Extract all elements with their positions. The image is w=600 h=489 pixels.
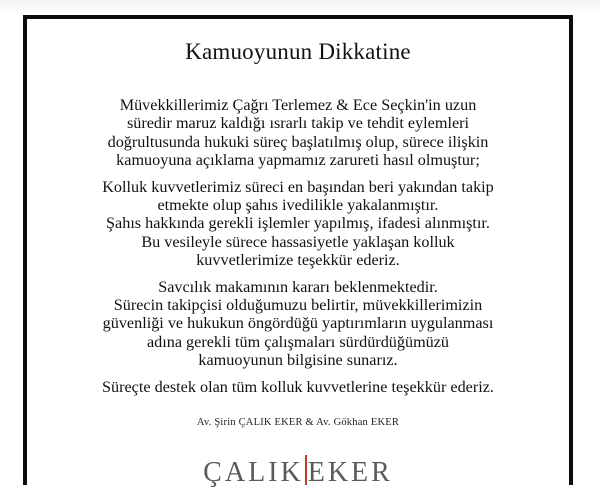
paragraph-line: Kolluk kuvvetlerimiz süreci en başından beri yakından takip xyxy=(102,177,494,196)
logo-text-left: ÇALIK xyxy=(203,457,304,488)
paragraph-4 xyxy=(27,378,569,396)
paragraph-line: süredir maruz kaldığı ısrarlı takip ve tehdit eylemleri xyxy=(126,114,470,133)
paragraph-line: Bu vesileyle sürece hassasiyetle yaklaşan kolluk xyxy=(141,232,455,251)
notice-title: Kamuoyunun Dikkatine xyxy=(185,39,411,64)
paragraph-1 xyxy=(27,96,569,170)
paragraph-3 xyxy=(27,278,569,370)
logo-divider xyxy=(305,455,307,485)
signature: Av. Şirin ÇALIK EKER & Av. Gökhan EKER xyxy=(196,417,400,428)
paragraph-line: Şahıs hakkında gerekli işlemler yapılmış, ifadesi alınmıştır. xyxy=(106,214,490,233)
firm-logo xyxy=(27,455,569,489)
paragraph-line: güvenliği ve hukukun öngördüğü yaptırımların uygulanması xyxy=(102,314,494,333)
paragraph-line: etmekte olup şahıs ivedilikle yakalanmıştır. xyxy=(157,196,439,215)
logo-text-right: EKER xyxy=(307,457,393,488)
paragraph-line: kamuoyunun bilgisine sunarız. xyxy=(198,351,398,370)
page-top-strip xyxy=(0,0,600,14)
paragraph-line: Savcılık makamının kararı beklenmektedir. xyxy=(158,277,438,296)
paragraph-line: kamuoyuna açıklama yapmamız zarureti hasıl olmuştur; xyxy=(116,151,480,170)
paragraph-line: Sürecin takipçisi olduğumuzu belirtir, müvekkillerimizin xyxy=(113,296,483,315)
paragraph-line: Müvekkillerimiz Çağrı Terlemez & Ece Seçkin'in uzun xyxy=(119,96,477,114)
paragraph-line: doğrultusunda hukuki süreç başlatılmış olup, sürece ilişkin xyxy=(107,132,489,151)
paragraph-line: kuvvetlerimize teşekkür ederiz. xyxy=(196,251,400,270)
notice-frame xyxy=(23,15,573,488)
paragraph-2 xyxy=(27,178,569,270)
paragraph-line: Süreçte destek olan tüm kolluk kuvvetlerine teşekkür ederiz. xyxy=(102,377,494,396)
paragraph-line: adına gerekli tüm çalışmaları sürdürdüğümüzü xyxy=(146,332,450,351)
notice-body xyxy=(27,96,569,404)
